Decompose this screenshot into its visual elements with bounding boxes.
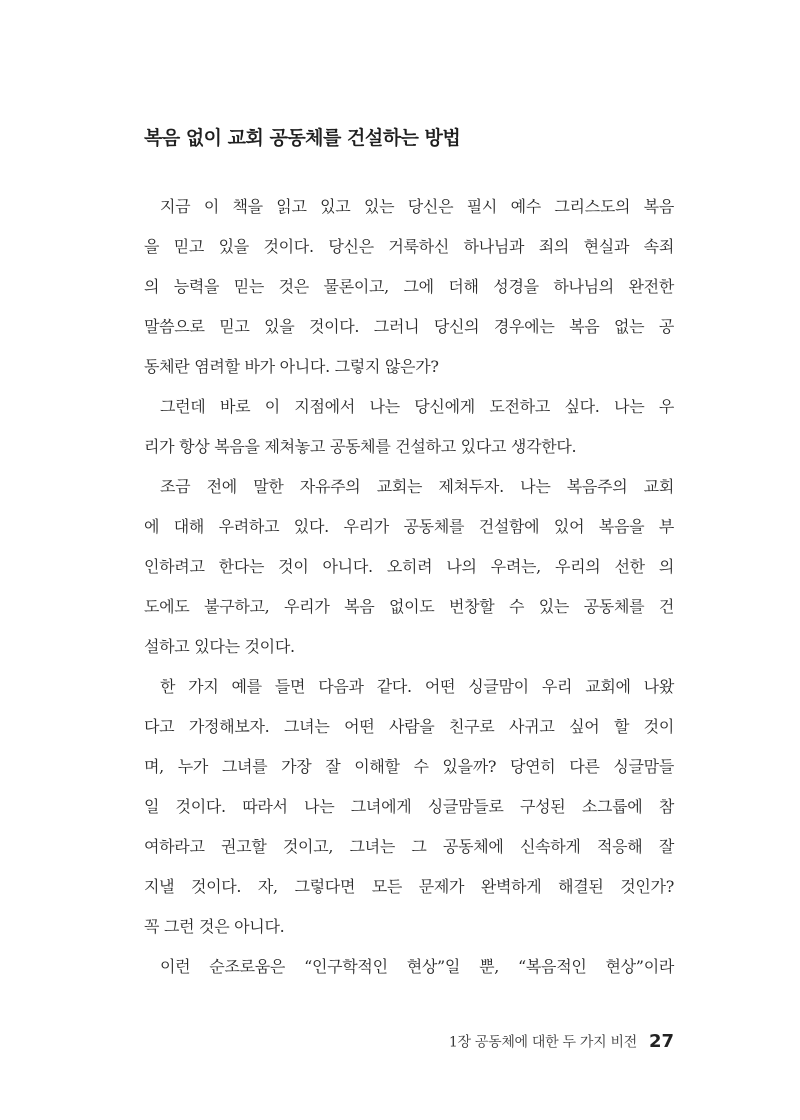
running-head: 1장 공동체에 대한 두 가지 비전 — [448, 1034, 637, 1051]
text-line: 도에도 불구하고, 우리가 복음 없이도 번창할 수 있는 공동체를 건 — [144, 597, 674, 616]
text-line: 설하고 있다는 것이다. — [144, 637, 295, 656]
text-line: 그런데 바로 이 지점에서 나는 당신에게 도전하고 싶다. 나는 우 — [160, 397, 674, 416]
text-line: 동체란 염려할 바가 아니다. 그렇지 않은가? — [144, 357, 439, 376]
text-line: 에 대해 우려하고 있다. 우리가 공동체를 건설함에 있어 복음을 부 — [144, 517, 674, 536]
text-line: 일 것이다. 따라서 나는 그녀에게 싱글맘들로 구성된 소그룹에 참 — [144, 797, 674, 816]
page-number: 27 — [648, 1031, 674, 1053]
text-line: 꼭 그런 것은 아니다. — [144, 917, 285, 936]
text-line: 지금 이 책을 읽고 있고 있는 당신은 필시 예수 그리스도의 복음 — [160, 197, 674, 216]
text-line: 말씀으로 믿고 있을 것이다. 그러니 당신의 경우에는 복음 없는 공 — [144, 317, 674, 336]
text-line: 며, 누가 그녀를 가장 잘 이해할 수 있을까? 당연히 다른 싱글맘들 — [144, 757, 674, 776]
text-line: 의 능력을 믿는 것은 물론이고, 그에 더해 성경을 하나님의 완전한 — [144, 277, 674, 296]
text-line: 인하려고 한다는 것이 아니다. 오히려 나의 우려는, 우리의 선한 의 — [144, 557, 674, 576]
text-line: 리가 항상 복음을 제쳐놓고 공동체를 건설하고 있다고 생각한다. — [144, 437, 577, 456]
text-line: 을 믿고 있을 것이다. 당신은 거룩하신 하나님과 죄의 현실과 속죄 — [144, 237, 674, 256]
section-heading: 복음 없이 교회 공동체를 건설하는 방법 — [144, 127, 461, 149]
text-line: 지낼 것이다. 자, 그렇다면 모든 문제가 완벽하게 해결된 것인가? — [144, 877, 674, 896]
body-text — [144, 187, 674, 987]
text-line: 조금 전에 말한 자유주의 교회는 제쳐두자. 나는 복음주의 교회 — [160, 477, 674, 496]
text-line: 다고 가정해보자. 그녀는 어떤 사람을 친구로 사귀고 싶어 할 것이 — [144, 717, 674, 736]
page-footer — [449, 1024, 674, 1060]
text-line: 한 가지 예를 들면 다음과 같다. 어떤 싱글맘이 우리 교회에 나왔 — [160, 677, 674, 696]
text-line: 여하라고 권고할 것이고, 그녀는 그 공동체에 신속하게 적응해 잘 — [144, 837, 674, 856]
text-line: 이런 순조로움은 “인구학적인 현상”일 뿐, “복음적인 현상”이라 — [160, 957, 674, 976]
